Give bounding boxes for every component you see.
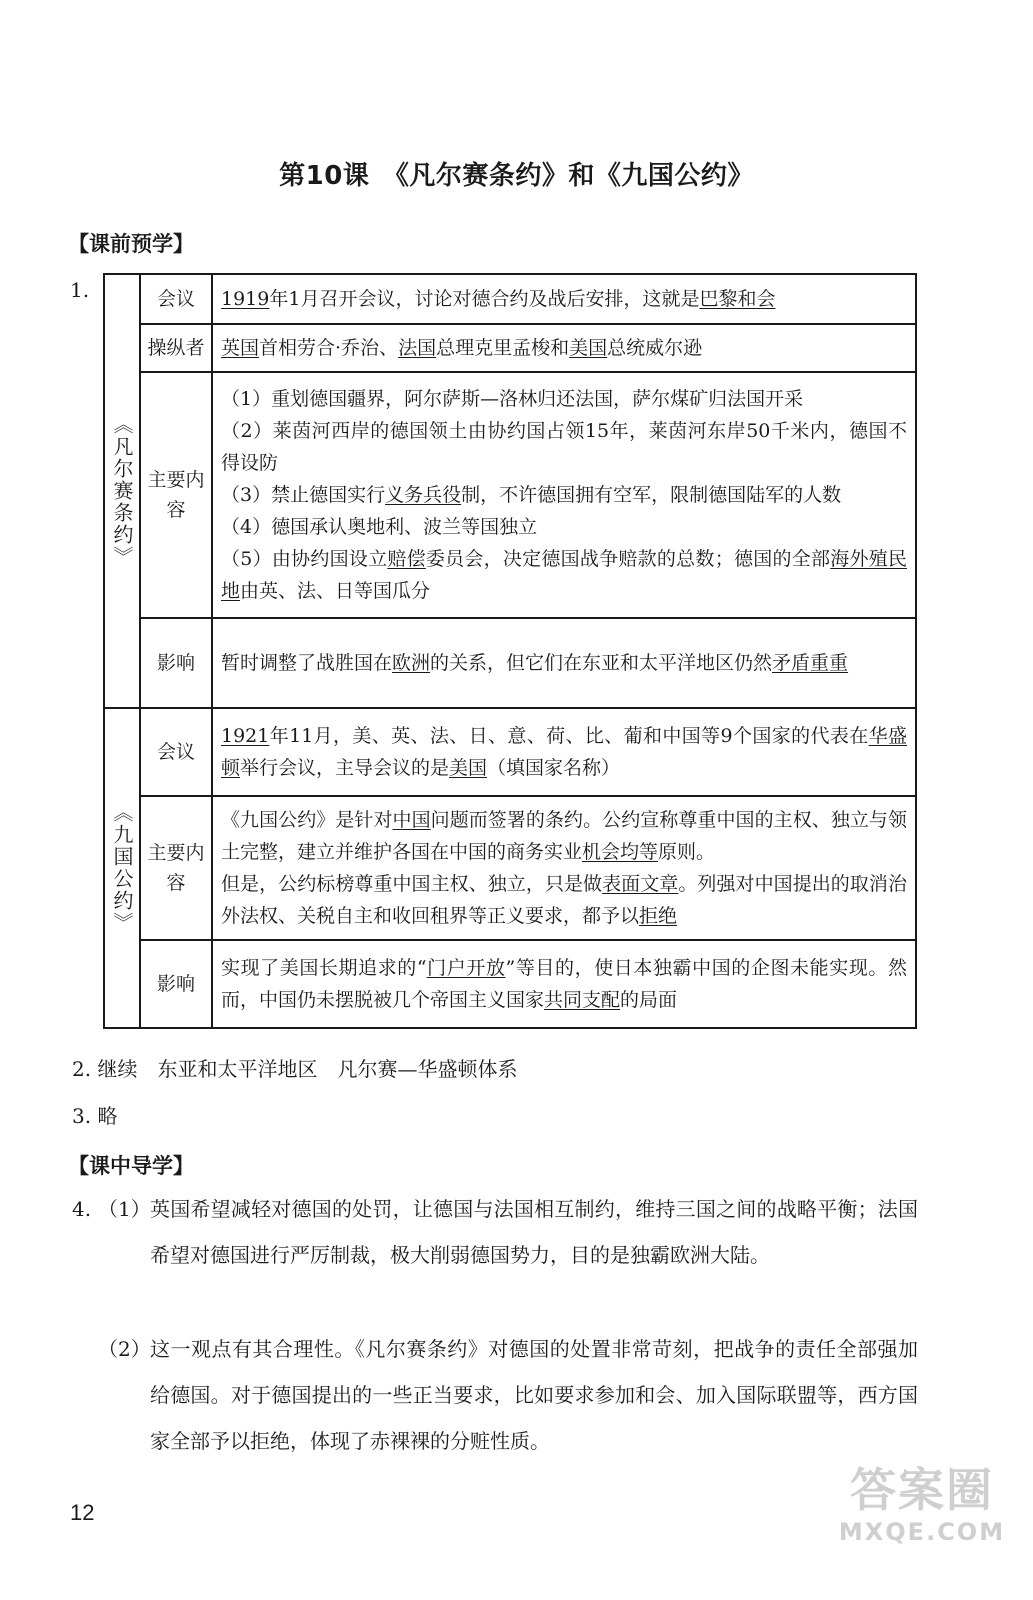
versailles-meeting-label: 会议 [140, 274, 212, 324]
text-run: 总理克里孟梭和 [436, 337, 570, 359]
ninepower-impact-row [104, 940, 916, 1028]
treaty-table [103, 273, 917, 1029]
watermark-line-1: 答案圈 [850, 1463, 994, 1517]
ninepower-impact-label: 影响 [140, 940, 212, 1028]
text-run: 的关系，但它们在东亚和太平洋地区仍然 [430, 652, 773, 674]
text-run: 举行会议，主导会议的是 [240, 757, 450, 779]
content-item-3 [221, 479, 907, 511]
answer-blank: 机会均等 [582, 841, 659, 863]
content-paragraph-1 [221, 804, 907, 868]
answer-blank: 门户开放 [426, 957, 506, 979]
answer-blank: 1921 [221, 725, 270, 747]
answer-blank: 义务兵役 [385, 484, 462, 506]
versailles-impact-text [212, 618, 916, 708]
content-item-1: （1）重划德国疆界，阿尔萨斯—洛林归还法国，萨尔煤矿归法国开采 [221, 388, 804, 410]
answer-blank: 海外殖民地 [221, 548, 907, 602]
text-run: 《九国公约》是针对 [221, 809, 393, 831]
text-run: 制，不许德国拥有空军，限制德国陆军的人数 [461, 484, 842, 506]
ninepower-meeting-text [212, 708, 916, 796]
answer-blank: 中国 [392, 809, 431, 831]
content-item-4: （4）德国承认奥地利、波兰等国独立 [221, 516, 538, 538]
versailles-controller-label: 操纵者 [140, 324, 212, 372]
answer-blank: 矛盾重重 [772, 652, 849, 674]
versailles-content-text [212, 372, 916, 618]
text-run: 首相劳合·乔治、 [259, 337, 399, 359]
text-run: （填国家名称） [487, 757, 621, 779]
answer-blank: 英国 [221, 337, 260, 359]
answer-blank: 共同支配 [544, 989, 621, 1011]
text-run: 原则。 [658, 841, 716, 863]
text-run: 年1月召开会议，讨论对德合约及战后安排，这就是 [269, 288, 700, 310]
text-run: 但是，公约标榜尊重中国主权、独立，只是做 [221, 873, 603, 895]
answer-blank: 赔偿 [387, 548, 426, 570]
answer-blank: 美国 [449, 757, 488, 779]
question-3-answer: 3. 略 [72, 1104, 118, 1128]
content-paragraph-2 [221, 868, 907, 932]
text-run: 年11月，美、英、法、日、意、荷、比、葡和中国等9个国家的代表在 [269, 725, 869, 747]
question-4-number: 4. [72, 1197, 92, 1221]
content-item-5 [221, 543, 907, 607]
versailles-impact-row [104, 618, 916, 708]
content-item-2: （2）莱茵河西岸的德国领土由协约国占领15年，莱茵河东岸50千米内，德国不得设防 [221, 420, 907, 474]
ninepower-content-text [212, 796, 916, 940]
text-run: （5）由协约国设立 [221, 548, 388, 570]
section-heading-inclass: 【课中导学】 [68, 1154, 194, 1178]
question-4-2-answer: 这一观点有其合理性。《凡尔赛条约》对德国的处置非常苛刻，把战争的责任全部强加给德国。对于德国提出的一些正当要求，比如要求参加和会、加入国际联盟等，西方国家全部予以拒绝，体现了赤裸裸的分赃性质。 [150, 1337, 918, 1453]
text-run: 总统威尔逊 [607, 337, 703, 359]
ninepower-impact-text [212, 940, 916, 1028]
answer-blank: 欧洲 [392, 652, 431, 674]
ninepower-treaty-label: 《九国公约》 [104, 708, 140, 1028]
text-run: （3）禁止德国实行 [221, 484, 386, 506]
question-1-number: 1. [70, 278, 90, 302]
answer-blank: 1919 [221, 288, 270, 310]
versailles-treaty-label: 《凡尔赛条约》 [104, 274, 140, 708]
ninepower-meeting-label: 会议 [140, 708, 212, 796]
versailles-content-row [104, 372, 916, 618]
answer-blank: 拒绝 [639, 905, 678, 927]
ninepower-meeting-row [104, 708, 916, 796]
text-run: 实现了美国长期追求的“ [221, 957, 427, 979]
versailles-meeting-text [212, 274, 916, 324]
ninepower-content-label: 主要内容 [140, 796, 212, 940]
section-heading-prestudy: 【课前预学】 [68, 232, 194, 256]
versailles-impact-label: 影响 [140, 618, 212, 708]
question-2-answer: 2. 继续 东亚和太平洋地区 凡尔赛—华盛顿体系 [72, 1057, 518, 1081]
question-4-1-answer: 英国希望减轻对德国的处罚，让德国与法国相互制约，维持三国之间的战略平衡；法国希望对德国进行严厉制裁，极大削弱德国势力，目的是独霸欧洲大陆。 [150, 1197, 918, 1267]
text-run: 委员会，决定德国战争赔款的总数；德国的全部 [425, 548, 831, 570]
versailles-meeting-row [104, 274, 916, 324]
text-run: 的局面 [620, 989, 678, 1011]
versailles-content-label: 主要内容 [140, 372, 212, 618]
ninepower-content-row [104, 796, 916, 940]
page-title: 第10课 《凡尔赛条约》和《九国公约》 [279, 161, 754, 191]
watermark-logo [832, 1462, 1012, 1546]
question-4-2-tag: （2） [98, 1337, 151, 1361]
text-run: 暂时调整了战胜国在 [221, 652, 393, 674]
answer-blank: 美国 [569, 337, 608, 359]
question-4-1-tag: （1） [98, 1197, 151, 1221]
text-run: ”等目的，使日本独霸中国的企图未能实现。然而，中国仍未摆脱被几个帝国主义国家 [221, 957, 907, 1011]
page-number: 12 [70, 1500, 95, 1525]
text-run: 问题而签署的条约。公约宣称尊重中国的主权、独立与领土完整，建立并维护各国在中国的商务实业 [221, 809, 907, 863]
answer-blank: 华盛顿 [221, 725, 907, 779]
answer-blank: 巴黎和会 [699, 288, 776, 310]
versailles-controller-text [212, 324, 916, 372]
text-run: 由英、法、日等国瓜分 [240, 580, 431, 602]
answer-blank: 表面文章 [602, 873, 679, 895]
answer-blank: 法国 [398, 337, 437, 359]
versailles-controller-row [104, 324, 916, 372]
watermark-line-2: MXQE.COM [838, 1518, 1006, 1546]
text-run: 。列强对中国提出的取消治外法权、关税自主和收回租界等正义要求，都予以 [221, 873, 907, 927]
